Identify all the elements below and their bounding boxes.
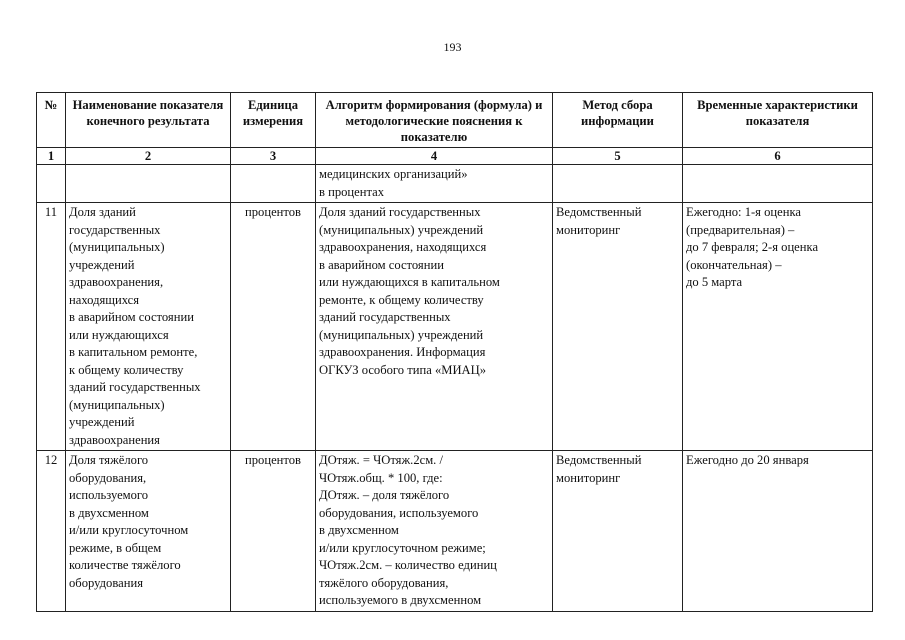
column-number: 3	[231, 148, 316, 165]
column-number: 1	[37, 148, 66, 165]
cell-timing: Ежегодно до 20 января	[683, 451, 873, 612]
column-number-row	[37, 148, 873, 165]
table-header-row	[37, 93, 873, 148]
cell-unit: процентов	[231, 451, 316, 612]
cell-name: Доля зданий государственных (муниципальных) учреждений здравоохранения, находящихся в аварийном состоянии или нуждающихся в капитальном ремонте, к общему количеству зданий государственных (муниципальных) учреждений здравоохранения	[66, 203, 231, 451]
table-row-continuation	[37, 165, 873, 203]
cell-method: Ведомственный мониторинг	[553, 451, 683, 612]
cell-unit: процентов	[231, 203, 316, 451]
cell-timing	[683, 165, 873, 203]
cell-timing: Ежегодно: 1-я оценка (предварительная) – до 7 февраля; 2-я оценка (окончательная) – до 5 марта	[683, 203, 873, 451]
cell-name: Доля тяжёлого оборудования, используемого в двухсменном и/или круглосуточном режиме, в общем количестве тяжёлого оборудования	[66, 451, 231, 612]
cell-number: 12	[37, 451, 66, 612]
header-unit: Единица измерения	[231, 93, 316, 148]
cell-algorithm: медицинских организаций» в процентах	[316, 165, 553, 203]
cell-number: 11	[37, 203, 66, 451]
header-timing: Временные характеристики показателя	[683, 93, 873, 148]
header-number: №	[37, 93, 66, 148]
cell-name	[66, 165, 231, 203]
cell-algorithm: Доля зданий государственных (муниципальных) учреждений здравоохранения, находящихся в аварийном состоянии или нуждающихся в капитальном ремонте, к общему количеству зданий государственных (муниципальных) учреждений здравоохранения. Информация ОГКУЗ особого типа «МИАЦ»	[316, 203, 553, 451]
header-indicator-name: Наименование показателя конечного результата	[66, 93, 231, 148]
table-row	[37, 451, 873, 612]
indicators-table	[36, 92, 873, 612]
column-number: 4	[316, 148, 553, 165]
table-row	[37, 203, 873, 451]
cell-algorithm: ДОтяж. = ЧОтяж.2см. / ЧОтяж.общ. * 100, где: ДОтяж. – доля тяжёлого оборудования, используемого в двухсменном и/или круглосуточном режиме; ЧОтяж.2см. – количество единиц тяжёлого оборудования, используемого в двухсменном	[316, 451, 553, 612]
cell-method: Ведомственный мониторинг	[553, 203, 683, 451]
header-algorithm: Алгоритм формирования (формула) и методологические пояснения к показателю	[316, 93, 553, 148]
page-number: 193	[443, 40, 462, 54]
column-number: 2	[66, 148, 231, 165]
header-method: Метод сбора информации	[553, 93, 683, 148]
column-number: 5	[553, 148, 683, 165]
cell-number	[37, 165, 66, 203]
cell-unit	[231, 165, 316, 203]
column-number: 6	[683, 148, 873, 165]
cell-method	[553, 165, 683, 203]
